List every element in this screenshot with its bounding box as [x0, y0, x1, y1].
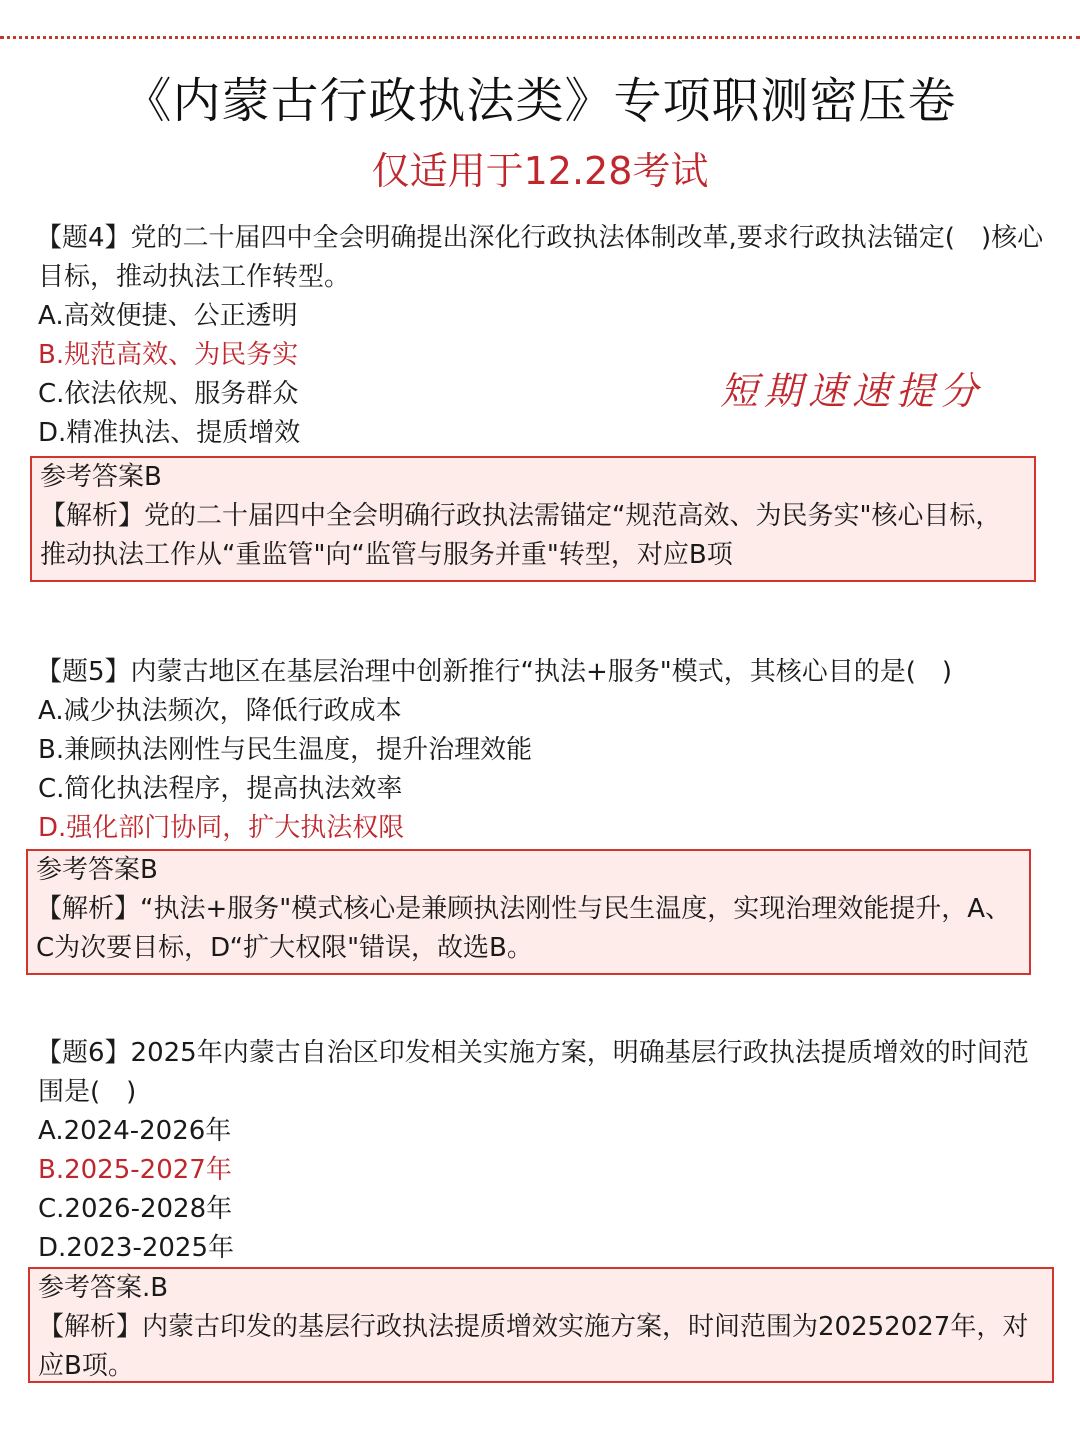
answer-analysis: 【解析】内蒙古印发的基层行政执法提质增效实施方案，时间范围为20252027年，对应B项。 [38, 1312, 1029, 1381]
option-a: A.减少执法频次，降低行政成本 [38, 696, 402, 726]
option-b-correct: B.规范高效、为民务实 [38, 340, 299, 370]
question-text: 【题6】2025年内蒙古自治区印发相关实施方案，明确基层行政执法提质增效的时间范围是( ) [36, 1038, 1029, 1107]
option-d: D.2023-2025年 [38, 1233, 235, 1263]
question-4 [38, 219, 1048, 453]
option-b-correct: B.2025-2027年 [38, 1155, 232, 1185]
dotted-top-border [0, 36, 1080, 39]
option-c: C.依法依规、服务群众 [38, 379, 299, 409]
page-subtitle: 仅适用于12.28考试 [371, 149, 709, 193]
option-c: C.2026-2028年 [38, 1194, 233, 1224]
answer-label: 参考答案B [40, 462, 162, 492]
answer-label: 参考答案.B [38, 1273, 169, 1303]
option-d: D.精准执法、提质增效 [38, 418, 301, 448]
answer-label: 参考答案B [36, 855, 158, 885]
option-a: A.2024-2026年 [38, 1116, 232, 1146]
question-text: 【题5】内蒙古地区在基层治理中创新推行“执法+服务"模式，其核心目的是( ) [36, 657, 953, 687]
question-text: 【题4】党的二十届四中全会明确提出深化行政执法体制改革,要求行政执法锚定( )核心目标，推动执法工作转型。 [36, 223, 1044, 292]
answer-box-4 [30, 456, 1036, 582]
answer-analysis: 【解析】“执法+服务"模式核心是兼顾执法刚性与民生温度，实现治理效能提升，A、C为次要目标，D“扩大权限"错误，故选B。 [36, 894, 1012, 963]
option-d-highlighted: D.强化部门协同，扩大执法权限 [38, 813, 405, 843]
handwritten-stamp: 短期速速提分 [720, 369, 985, 413]
option-a: A.高效便捷、公正透明 [38, 301, 298, 331]
question-6 [38, 1034, 1048, 1268]
option-c: C.简化执法程序，提高执法效率 [38, 774, 403, 804]
page-title: 《内蒙古行政执法类》专项职测密压卷 [123, 73, 957, 129]
option-b: B.兼顾执法刚性与民生温度，提升治理效能 [38, 735, 533, 765]
question-5 [38, 653, 1048, 848]
answer-box-6 [28, 1267, 1054, 1383]
answer-analysis: 【解析】党的二十届四中全会明确行政执法需锚定“规范高效、为民务实"核心目标，推动执法工作从“重监管"向“监管与服务并重"转型，对应B项 [40, 501, 1002, 570]
answer-box-5 [26, 849, 1031, 975]
